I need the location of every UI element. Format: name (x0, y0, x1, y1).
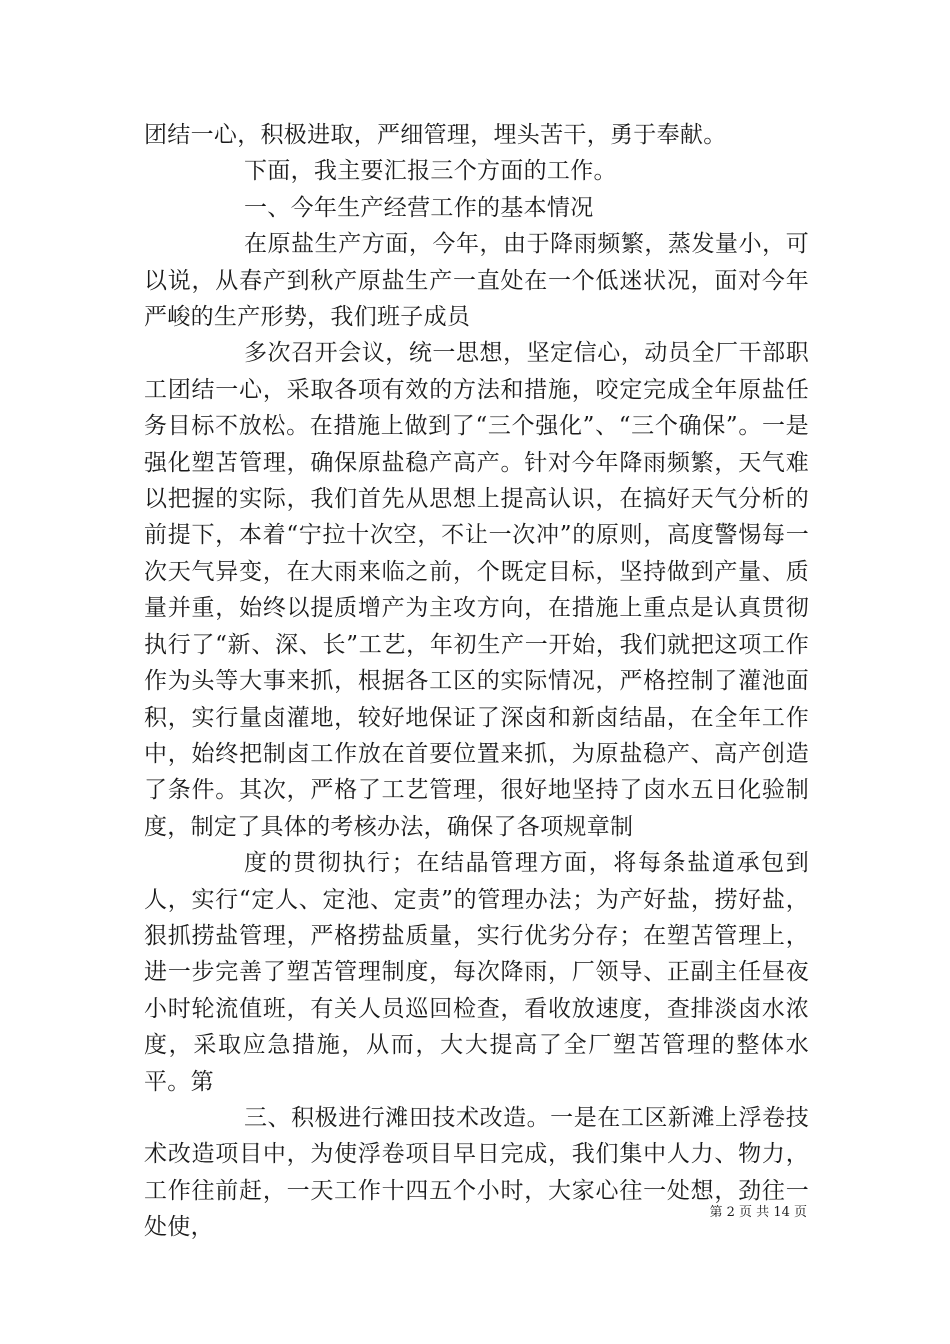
paragraph-5: 度的贯彻执行；在结晶管理方面，将每条盐道承包到人，实行“定人、定池、定责”的管理办法；为产好盐，捞好盐，狠抓捞盐管理，严格捞盐质量，实行优劣分存；在塑苫管理上，进一步完善了塑苫管理制度，每次降雨，厂领导、正副主任昼夜小时轮流值班，有关人员巡回检查，看收放速度，查排淡卤水浓度，采取应急措施，从而，大大提高了全厂塑苫管理的整体水平。第 (144, 850, 809, 1095)
paragraph-2: 下面，我主要汇报三个方面的工作。 (244, 158, 617, 185)
paragraph-1: 团结一心，积极进取，严细管理，埋头苦干，勇于奉献。 (144, 122, 727, 148)
paragraph-6: 三、积极进行滩田技术改造。一是在工区新滩上浮卷技术改造项目中，为使浮卷项目早日完成，我们集中人力、物力，工作往前赶，一天工作十四五个小时，大家心往一处想，劲往一处使， (144, 1104, 809, 1241)
document-body (144, 117, 809, 1246)
section-heading-1: 一、今年生产经营工作的基本情况 (244, 194, 594, 221)
page-number-footer: 第 2 页 共 14 页 (709, 1205, 807, 1220)
paragraph-3: 在原盐生产方面，今年，由于降雨频繁，蒸发量小，可以说，从春产到秋产原盐生产一直处在一个低迷状况，面对今年严峻的生产形势，我们班子成员 (144, 231, 809, 331)
paragraph-4: 多次召开会议，统一思想，坚定信心，动员全厂干部职工团结一心，采取各项有效的方法和措施，咬定完成全年原盐任务目标不放松。在措施上做到了“三个强化”、“三个确保”。一是强化塑苫管理，确保原盐稳产高产。针对今年降雨频繁，天气难以把握的实际，我们首先从思想上提高认识，在搞好天气分析的前提下，本着“宁拉十次空，不让一次冲”的原则，高度警惕每一次天气异变，在大雨来临之前，个既定目标，坚持做到产量、质量并重，始终以提质增产为主攻方向，在措施上重点是认真贯彻执行了“新、深、长”工艺，年初生产一开始，我们就把这项工作作为头等大事来抓，根据各工区的实际情况，严格控制了灌池面积，实行量卤灌地，较好地保证了深卤和新卤结晶，在全年工作中，始终把制卤工作放在首要位置来抓，为原盐稳产、高产创造了条件。其次，严格了工艺管理，很好地坚持了卤水五日化验制度，制定了具体的考核办法，确保了各项规章制 (144, 340, 809, 840)
